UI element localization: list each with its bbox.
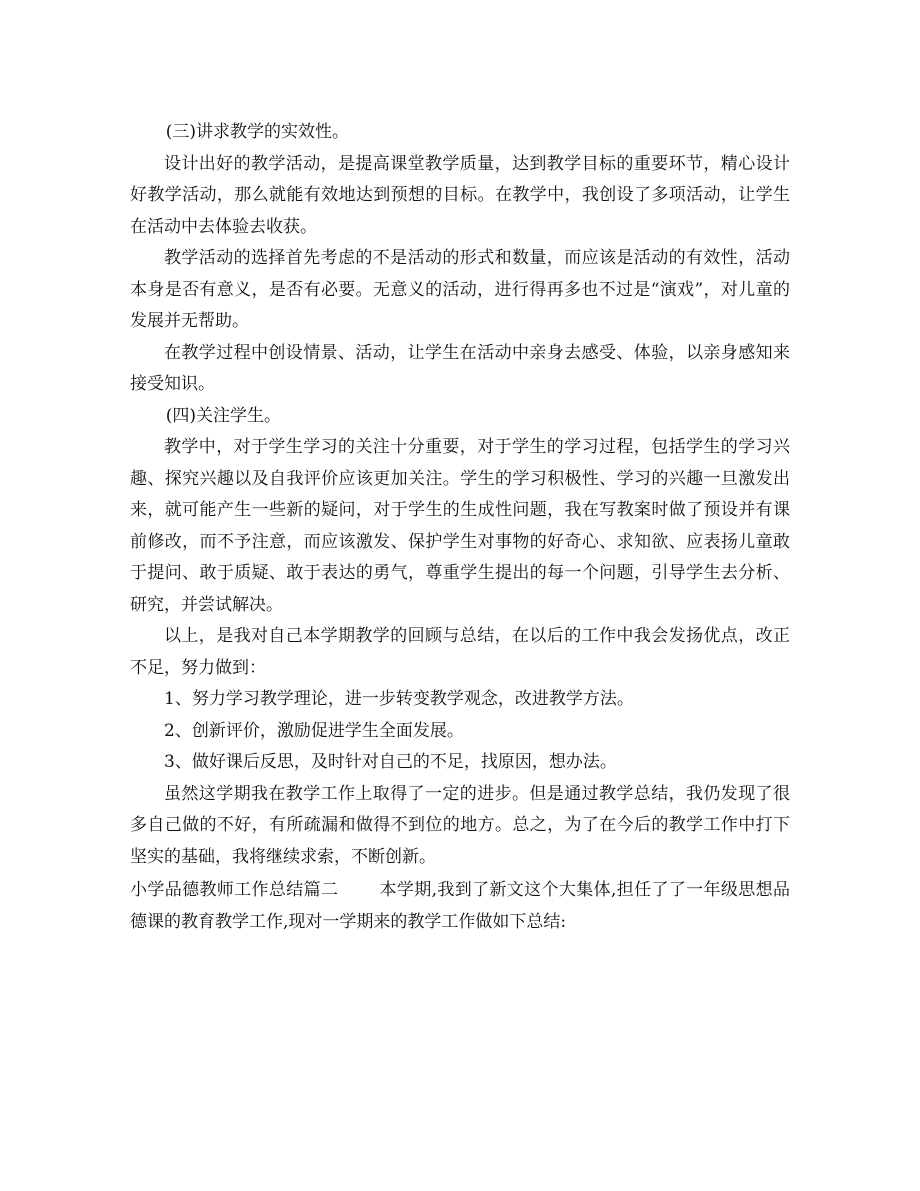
section3-paragraph-1: 设计出好的教学活动，是提高课堂教学质量，达到教学目标的重要环节，精心设计好教学活动，那么就能有效地达到预想的目标。在教学中，我创设了多项活动，让学生在活动中去体验去收获。 xyxy=(130,153,790,237)
part2-title: 小学品德教师工作总结篇二 xyxy=(130,880,339,900)
section3-paragraph-2: 教学活动的选择首先考虑的不是活动的形式和数量，而应该是活动的有效性，活动本身是否有意义，是否有必要。无意义的活动，进行得再多也不过是“演戏”，对儿童的发展并无帮助。 xyxy=(130,248,790,331)
section4-paragraph-1: 教学中，对于学生学习的关注十分重要，对于学生的学习过程，包括学生的学习兴趣、探究兴趣以及自我评价应该更加关注。学生的学习积极性、学习的兴趣一旦激发出来，就可能产生一些新的疑问，对于学生的生成性问题，我在写教案时做了预设并有课前修改，而不予注意，而应该激发、保护学生对事物的好奇心、求知欲、应表扬儿童敢于提问、敢于质疑、敢于表达的勇气，尊重学生提出的每一个问题，引导学生去分析、研究，并尝试解决。 xyxy=(130,437,790,615)
section4-heading: (四)关注学生。 xyxy=(165,405,281,426)
section3-heading: (三)讲求教学的实效性。 xyxy=(165,122,349,142)
part2-paragraph xyxy=(130,875,790,938)
list-item-2: 2、创新评价，激励促进学生全面发展。 xyxy=(164,720,464,741)
section3-paragraph-3: 在教学过程中创设情景、活动，让学生在活动中亲身去感受、体验，以亲身感知来接受知识。 xyxy=(130,342,790,394)
document-body xyxy=(130,117,790,938)
list-item-3: 3、做好课后反思，及时针对自己的不足，找原因，想办法。 xyxy=(164,752,617,772)
summary-paragraph: 以上，是我对自己本学期教学的回顾与总结，在以后的工作中我会发扬优点，改正不足，努力做到： xyxy=(130,626,790,678)
part2-intro: 本学期,我到了新文这个大集体,担任了了一年级思想品德课的教育教学工作,现对一学期来的教学工作做如下总结: xyxy=(130,880,790,932)
list-item-1: 1、努力学习教学理论，进一步转变教学观念，改进教学方法。 xyxy=(164,689,634,709)
closing-paragraph: 虽然这学期我在教学工作上取得了一定的进步。但是通过教学总结，我仍发现了很多自己做的不好，有所疏漏和做得不到位的地方。总之，为了在今后的教学工作中打下坚实的基础，我将继续求索，不断创新。 xyxy=(130,783,790,867)
